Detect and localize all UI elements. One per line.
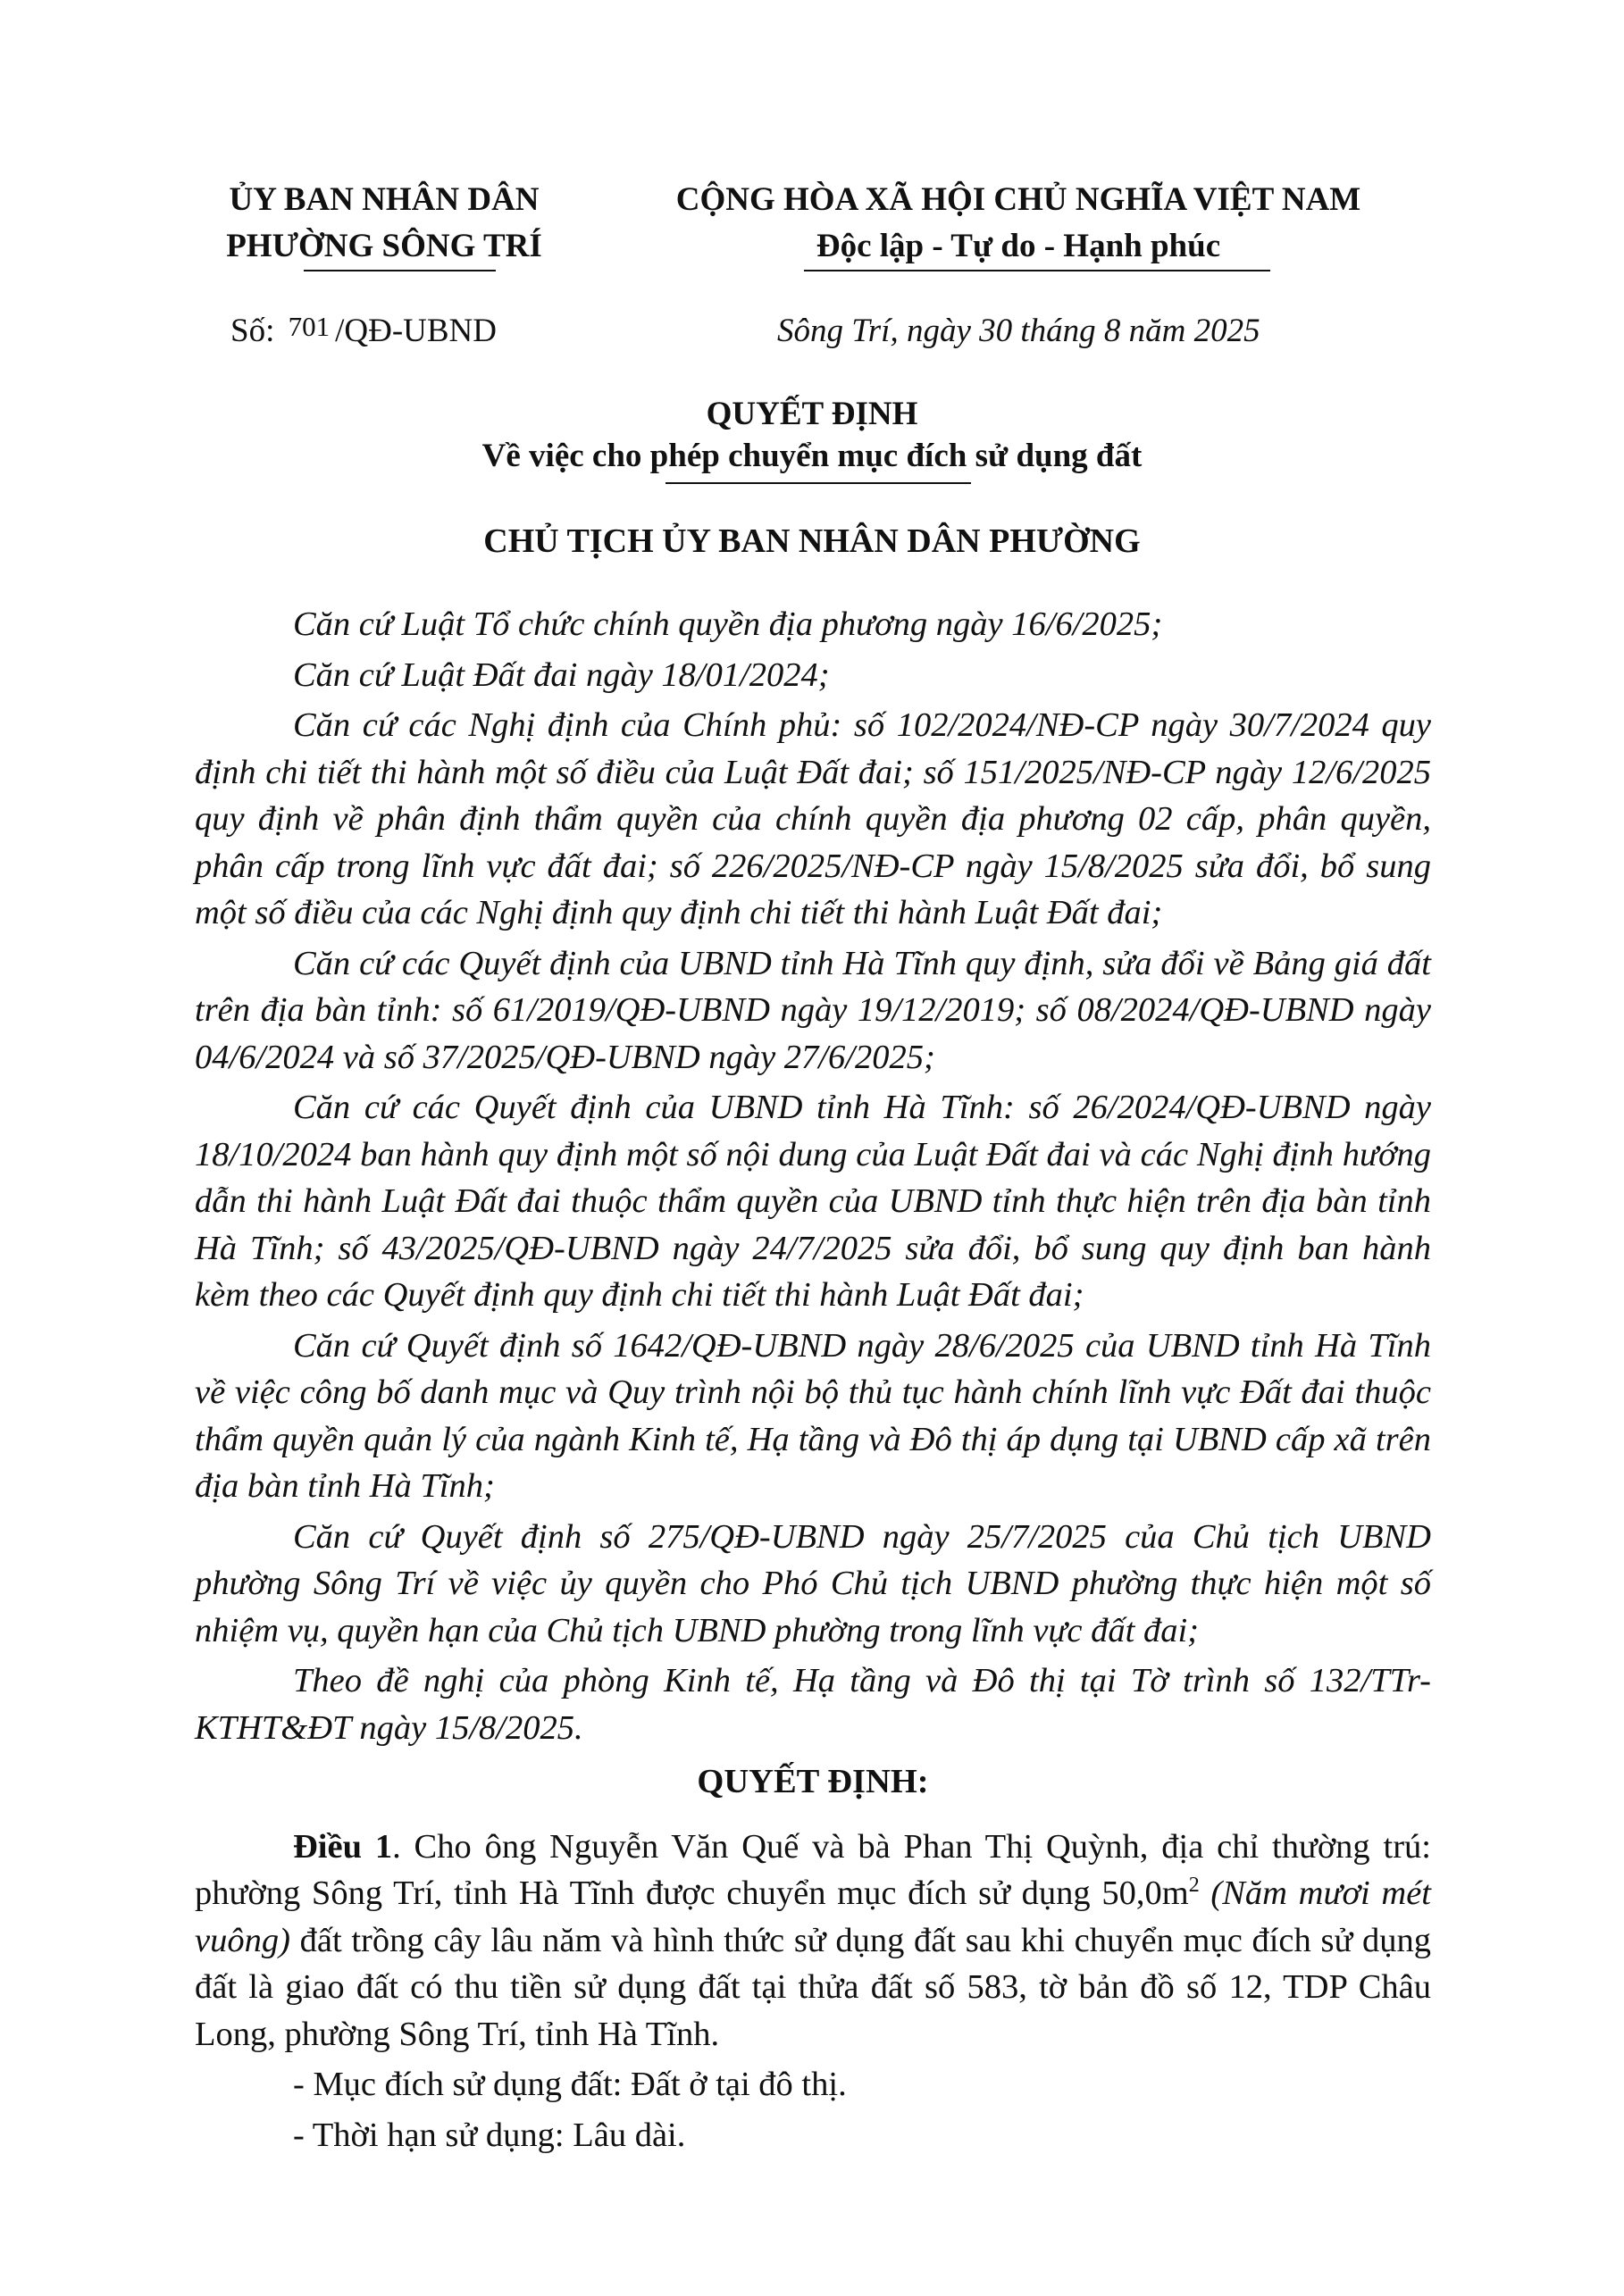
preamble-item: Căn cứ Quyết định số 1642/QĐ-UBND ngày 28/6/2025 của UBND tỉnh Hà Tĩnh về việc công bố danh mục và Quy trình nội bộ thủ tục hành chính lĩnh vực Đất đai thuộc thẩm quyền quản lý của ngành Kinh tế, Hạ tầng và Đô thị áp dụng tại UBND cấp xã trên địa bàn tỉnh Hà Tĩnh; (195, 1326, 1431, 1505)
preamble-item: Căn cứ Luật Đất đai ngày 18/01/2024; (293, 655, 830, 694)
document-body (195, 601, 1431, 2158)
issuing-title: CHỦ TỊCH ỦY BAN NHÂN DÂN PHƯỜNG (483, 522, 1141, 560)
preamble-item: Căn cứ các Quyết định của UBND tỉnh Hà Tĩnh quy định, sửa đổi về Bảng giá đất trên địa bàn tỉnh: số 61/2019/QĐ-UBND ngày 19/12/2019; số 08/2024/QĐ-UBND ngày 04/6/2024 và số 37/2025/QĐ-UBND ngày 27/6/2025; (195, 944, 1431, 1076)
national-motto (625, 177, 1411, 270)
article-1 (195, 1824, 1431, 2058)
article-1-term: - Thời hạn sử dụng: Lâu dài. (293, 2116, 686, 2154)
nation-name: CỘNG HÒA XÃ HỘI CHỦ NGHĨA VIỆT NAM (675, 181, 1361, 218)
motto: Độc lập - Tự do - Hạnh phúc (816, 228, 1221, 264)
article-1-purpose: - Mục đích sử dụng đất: Đất ở tại đô thị. (293, 2066, 847, 2103)
place-date: Sông Trí, ngày 30 tháng 8 năm 2025 (777, 313, 1260, 349)
article-1-text-a: . Cho ông Nguyễn Văn Quế và bà Phan Thị Quỳnh, địa chỉ thường trú: phường Sông Trí, tỉnh Hà Tĩnh được chuyển mục đích sử dụng 50,0m (195, 1827, 1431, 1912)
superscript: 2 (1188, 1874, 1200, 1898)
article-1-area-words: (Năm mươi mét vuông) (195, 1874, 1431, 1959)
authority-underline (304, 270, 496, 271)
number-suffix: /QĐ-UBND (335, 313, 497, 349)
preamble-item: Căn cứ Luật Tổ chức chính quyền địa phương ngày 16/6/2025; (293, 605, 1163, 643)
preamble-item: Căn cứ Quyết định số 275/QĐ-UBND ngày 25/7/2025 của Chủ tịch UBND phường Sông Trí về việc ủy quyền cho Phó Chủ tịch UBND phường thực hiện một số nhiệm vụ, quyền hạn của Chủ tịch UBND phường trong lĩnh vực đất đai; (195, 1517, 1431, 1649)
issuing-authority (179, 177, 590, 270)
document-type: QUYẾT ĐỊNH (706, 396, 918, 432)
document-subject: Về việc cho phép chuyển mục đích sử dụng đất (481, 438, 1143, 474)
number-label: Số: (230, 313, 275, 349)
number-value: 701 (288, 311, 331, 342)
document-number (230, 309, 497, 355)
preamble-item: Căn cứ các Nghị định của Chính phủ: số 102/2024/NĐ-CP ngày 30/7/2024 quy định chi tiết thi hành một số điều của Luật Đất đai; số 151/2025/NĐ-CP ngày 12/6/2025 quy định về phân định thẩm quyền của chính quyền địa phương 02 cấp, phân quyền, phân cấp trong lĩnh vực đất đai; số 226/2025/NĐ-CP ngày 15/8/2025 sửa đổi, bổ sung một số điều của các Nghị định quy định chi tiết thi hành Luật Đất đai; (195, 706, 1431, 931)
preamble-item: Theo đề nghị của phòng Kinh tế, Hạ tầng và Đô thị tại Tờ trình số 132/TTr-KTHT&ĐT ngày 15/8/2025. (195, 1662, 1431, 1747)
authority-line-2: PHƯỜNG SÔNG TRÍ (226, 228, 542, 264)
article-1-text-b: đất trồng cây lâu năm và hình thức sử dụng đất sau khi chuyển mục đích sử dụng đất là giao đất có thu tiền sử dụng đất tại thửa đất số 583, tờ bản đồ số 12, TDP Châu Long, phường Sông Trí, tỉnh Hà Tĩnh. (195, 1921, 1431, 2053)
subject-underline (666, 482, 971, 484)
motto-underline (804, 270, 1270, 271)
preamble-item: Căn cứ các Quyết định của UBND tỉnh Hà Tĩnh: số 26/2024/QĐ-UBND ngày 18/10/2024 ban hành quy định một số nội dung của Luật Đất đai và các Nghị định hướng dẫn thi hành Luật Đất đai thuộc thẩm quyền của UBND tỉnh thực hiện trên địa bàn tỉnh Hà Tĩnh; số 43/2025/QĐ-UBND ngày 24/7/2025 sửa đổi, bổ sung quy định ban hành kèm theo các Quyết định quy định chi tiết thi hành Luật Đất đai; (195, 1089, 1431, 1314)
article-1-label: Điều 1 (293, 1827, 393, 1866)
authority-line-1: ỦY BAN NHÂN DÂN (229, 181, 540, 218)
decision-heading: QUYẾT ĐỊNH: (697, 1763, 929, 1800)
